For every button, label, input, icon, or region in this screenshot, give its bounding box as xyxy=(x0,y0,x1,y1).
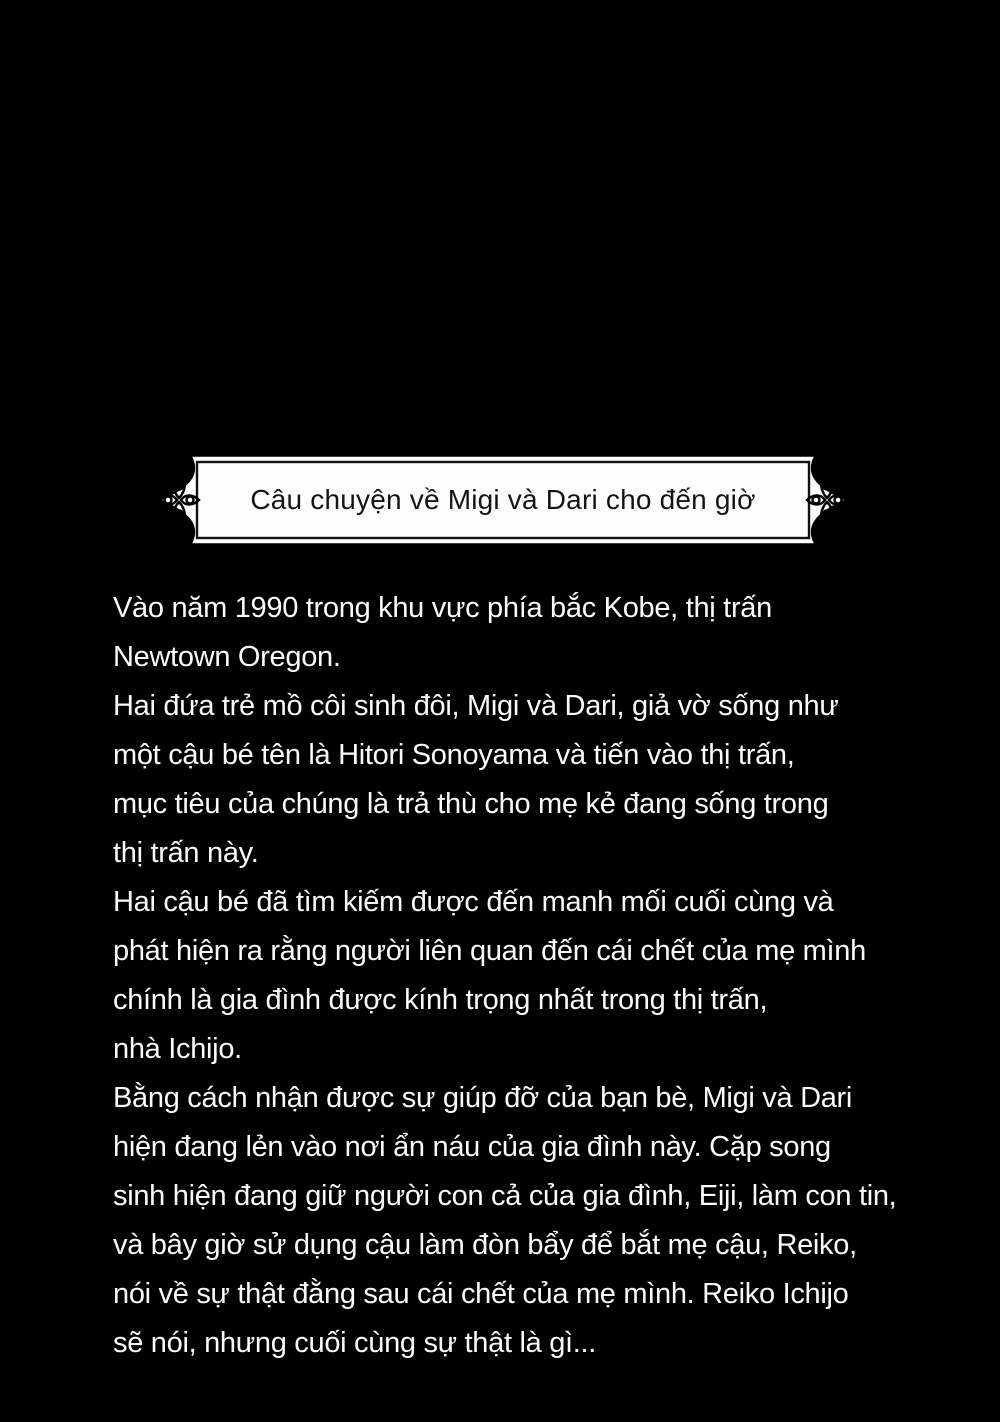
story-line: sẽ nói, nhưng cuối cùng sự thật là gì... xyxy=(113,1327,597,1359)
story-text xyxy=(113,584,960,1368)
story-line: sinh hiện đang giữ người con cả của gia đình, Eiji, làm con tin, xyxy=(113,1180,897,1212)
story-line: Hai đứa trẻ mồ côi sinh đôi, Migi và Dari, giả vờ sống như xyxy=(113,690,839,722)
story-line: nhà Ichijo. xyxy=(113,1033,242,1065)
story-line: Bằng cách nhận được sự giúp đỡ của bạn bè, Migi và Dari xyxy=(113,1082,853,1114)
story-line: Newtown Oregon. xyxy=(113,641,341,673)
story-line: và bây giờ sử dụng cậu làm đòn bẩy để bắt mẹ cậu, Reiko, xyxy=(113,1229,857,1261)
story-line: thị trấn này. xyxy=(113,837,259,869)
title-banner xyxy=(157,453,849,547)
story-line: chính là gia đình được kính trọng nhất trong thị trấn, xyxy=(113,984,768,1016)
story-line: Vào năm 1990 trong khu vực phía bắc Kobe, thị trấn xyxy=(113,592,772,624)
story-line: mục tiêu của chúng là trả thù cho mẹ kẻ đang sống trong xyxy=(113,788,829,820)
story-line: nói về sự thật đằng sau cái chết của mẹ mình. Reiko Ichijo xyxy=(113,1278,849,1310)
story-line: phát hiện ra rằng người liên quan đến cái chết của mẹ mình xyxy=(113,935,866,967)
story-line: một cậu bé tên là Hitori Sonoyama và tiến vào thị trấn, xyxy=(113,739,795,771)
story-line: hiện đang lẻn vào nơi ẩn náu của gia đình này. Cặp song xyxy=(113,1131,831,1163)
story-line: Hai cậu bé đã tìm kiếm được đến manh mối cuối cùng và xyxy=(113,886,834,918)
page-title: Câu chuyện về Migi và Dari cho đến giờ xyxy=(250,484,756,515)
